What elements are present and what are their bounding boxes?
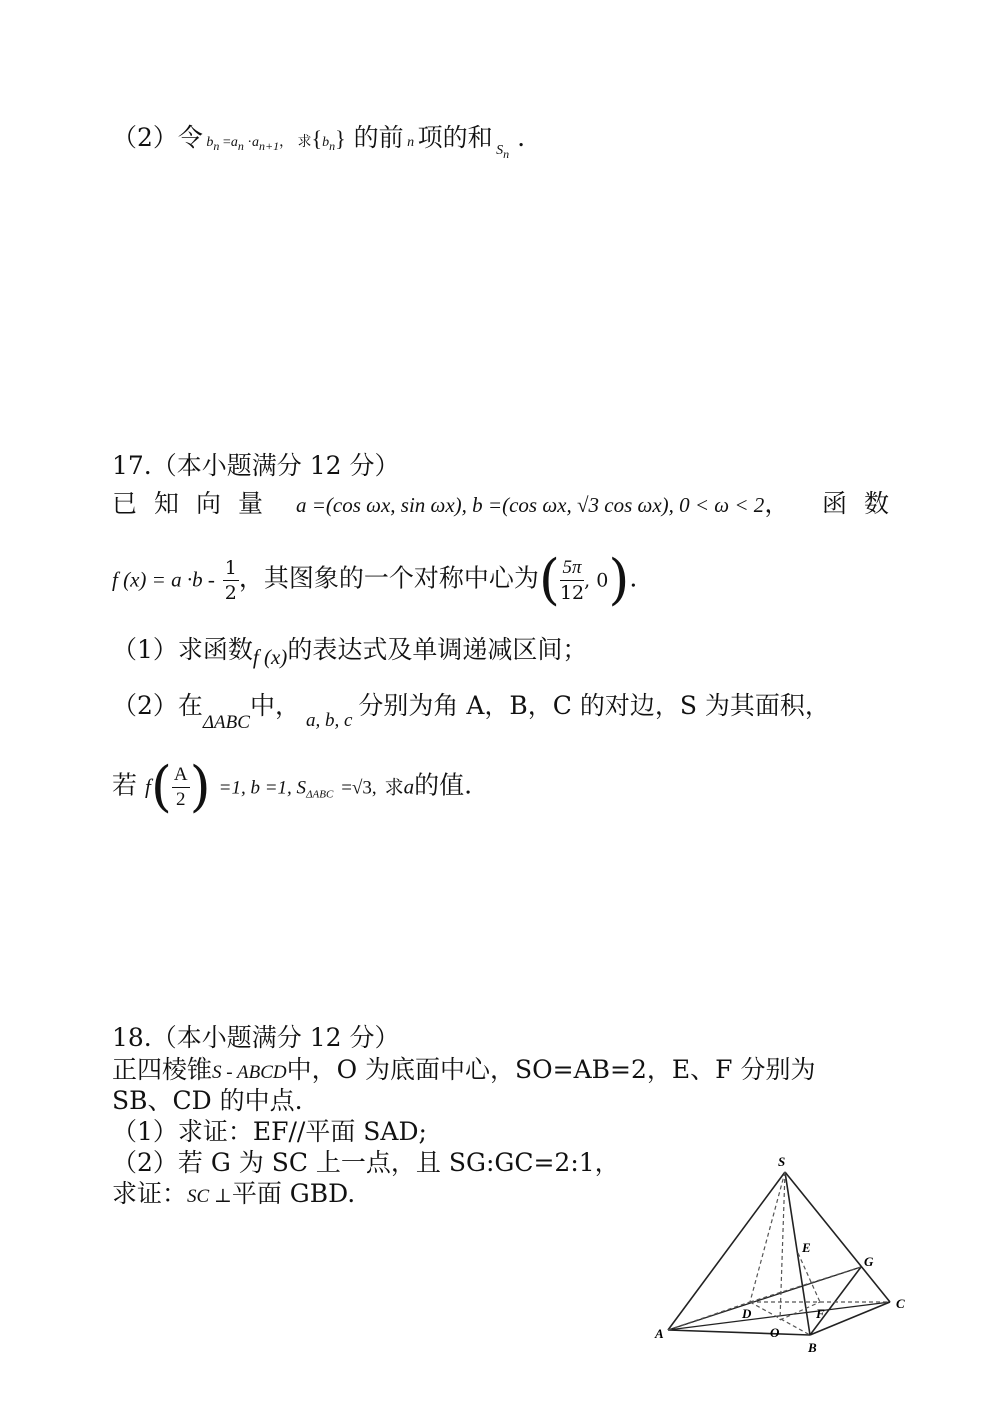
label-D: D xyxy=(742,1306,752,1321)
q17-line5: 若 f( $\frac{A}{2}$ ) =1, b =1, SΔABC =√3, 求a的值. xyxy=(112,755,473,818)
label-O: O xyxy=(770,1325,780,1340)
q16-part2-line: （2）令 bn =an ·an+1， 求{bn} 的前 n 项的和 $_{Sn}$ . xyxy=(112,123,526,161)
label-F: F xyxy=(816,1306,825,1321)
q18-line1: 正四棱锥S - ABCD中，O 为底面中心，SO=AB=2，E、F 分别为 xyxy=(112,1055,816,1084)
edge-SD xyxy=(750,1172,785,1302)
vector-definition: a =(cos ωx, sin ωx), b =(cos ωx, √3 cos ωx), 0 < ω < 2 xyxy=(295,493,765,517)
q16-part2-lead: （2）令 xyxy=(112,123,203,152)
q18-line2: SB、CD 的中点. xyxy=(112,1086,303,1115)
q18-title: 18.（本小题满分 12 分） xyxy=(112,1023,400,1052)
five-pi-over-twelve: $\frac{5\pi}{12}$ xyxy=(559,556,585,604)
label-E: E xyxy=(802,1240,811,1255)
f-definition: f (x) = a ·b - xyxy=(112,567,215,592)
q18-part3: 求证：SC ⊥平面 GBD. xyxy=(112,1179,356,1208)
segment-SO xyxy=(780,1172,785,1320)
q17-line2: f (x) = a ·b - $\frac{1}{2}$ ，其图象的一个对称中心为( $\frac{5\pi}{12}$ , 0). xyxy=(112,548,638,611)
q18-part1: （1）求证：EF//平面 SAD; xyxy=(112,1117,427,1146)
label-G: G xyxy=(864,1254,874,1269)
label-C: C xyxy=(896,1296,905,1311)
b-var: b xyxy=(206,135,214,150)
q17-line1-lead: 已知向量 xyxy=(112,489,281,518)
q17-part2: （2）在$_{\Delta ABC}$中，$_{a, b, c}$分别为角 A，B，C 的对边，S 为其面积， xyxy=(112,691,830,733)
pyramid-figure xyxy=(640,1140,940,1410)
q17-line1-tail: 函数 xyxy=(821,489,906,518)
a-over-two: $\frac{A}{2}$ xyxy=(173,763,188,810)
label-S: S xyxy=(778,1154,786,1169)
label-A: A xyxy=(655,1326,664,1341)
one-half: $\frac{1}{2}$ xyxy=(224,556,237,604)
q17-part1: （1）求函数$_{f (x)}$的表达式及单调递减区间； xyxy=(112,635,588,669)
q18-part2: （2）若 G 为 SC 上一点，且 SG:GC=2:1， xyxy=(112,1148,620,1177)
segment-DG xyxy=(750,1267,861,1302)
edge-AB xyxy=(668,1330,810,1335)
edge-SC xyxy=(785,1172,890,1302)
edge-SA xyxy=(668,1172,785,1330)
label-B: B xyxy=(808,1340,817,1355)
triangle-abc: ΔABC xyxy=(202,712,250,733)
q17-line1: 已知向量 a =(cos ωx, sin ωx), b =(cos ωx, √3 cos ωx), 0 < ω < 2， 函数 xyxy=(112,489,906,518)
q17-title: 17.（本小题满分 12 分） xyxy=(112,451,400,480)
